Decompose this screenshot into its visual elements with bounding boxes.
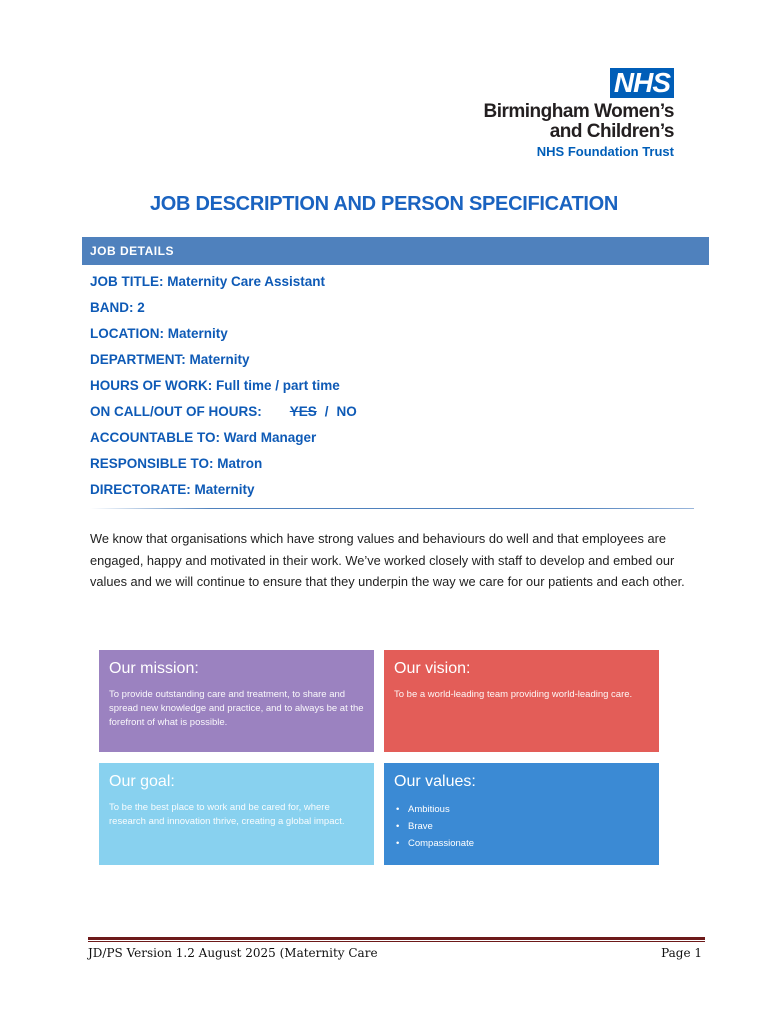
nhs-logo: NHS: [610, 68, 674, 98]
trust-logo: [434, 68, 674, 160]
mission-text: To provide outstanding care and treatment, to share and spread new knowledge and practice, and to always be at the forefront of what is possible.: [109, 689, 364, 728]
org-name-line1: Birmingham Women’s: [483, 101, 674, 122]
directorate-row: DIRECTORATE: Maternity: [90, 482, 255, 497]
department-row: DEPARTMENT: Maternity: [90, 352, 250, 367]
goal-text: To be the best place to work and be cared for, where research and innovation thrive, creating a global impact.: [109, 802, 345, 827]
vision-text: To be a world-leading team providing world-leading care.: [394, 689, 633, 700]
org-subtitle: NHS Foundation Trust: [536, 144, 674, 159]
org-name-line2: and Children’s: [549, 121, 674, 142]
footer-version: JD/PS Version 1.2 August 2025 (Maternity Care: [88, 946, 378, 960]
value-item: • Ambitious: [408, 801, 649, 818]
footer-rule-thin: [88, 941, 705, 942]
job-details-header: JOB DETAILS: [82, 237, 709, 265]
job-details-list: [90, 272, 357, 506]
mission-panel: [99, 650, 374, 752]
location-row: LOCATION: Maternity: [90, 326, 228, 341]
accountable-row: ACCOUNTABLE TO: Ward Manager: [90, 430, 317, 445]
hours-row: HOURS OF WORK: Full time / part time: [90, 378, 340, 393]
vision-title: Our vision:: [394, 660, 471, 677]
intro-paragraph: We know that organisations which have strong values and behaviours do well and that employees are engaged, happy and motivated in their work. We’ve worked closely with staff to develop and embed our values and we will continue to ensure that they underpin the way we care for our patients and each other.: [90, 531, 685, 589]
value-item: • Compassionate: [408, 835, 649, 852]
footer-rule-thick: [88, 937, 705, 940]
job-title-row: JOB TITLE: Maternity Care Assistant: [90, 274, 326, 289]
goal-title: Our goal:: [109, 773, 175, 790]
footer-page-number: Page 1: [661, 946, 702, 960]
vision-panel: [384, 650, 659, 752]
goal-panel: [99, 763, 374, 865]
values-list: [394, 801, 649, 852]
document-title: JOB DESCRIPTION AND PERSON SPECIFICATION: [149, 193, 619, 215]
on-call-yes-struck: YES: [289, 404, 317, 419]
band-row: BAND: 2: [90, 300, 145, 315]
mission-title: Our mission:: [109, 660, 199, 677]
values-title: Our values:: [394, 773, 476, 790]
on-call-label: ON CALL/OUT OF HOURS:: [90, 404, 262, 419]
on-call-row: [90, 402, 357, 428]
on-call-separator: /: [324, 404, 329, 419]
values-panel: [384, 763, 659, 865]
value-item: • Brave: [408, 818, 649, 835]
responsible-row: RESPONSIBLE TO: Matron: [90, 456, 263, 471]
on-call-no: NO: [336, 404, 357, 419]
section-divider: [90, 508, 694, 509]
